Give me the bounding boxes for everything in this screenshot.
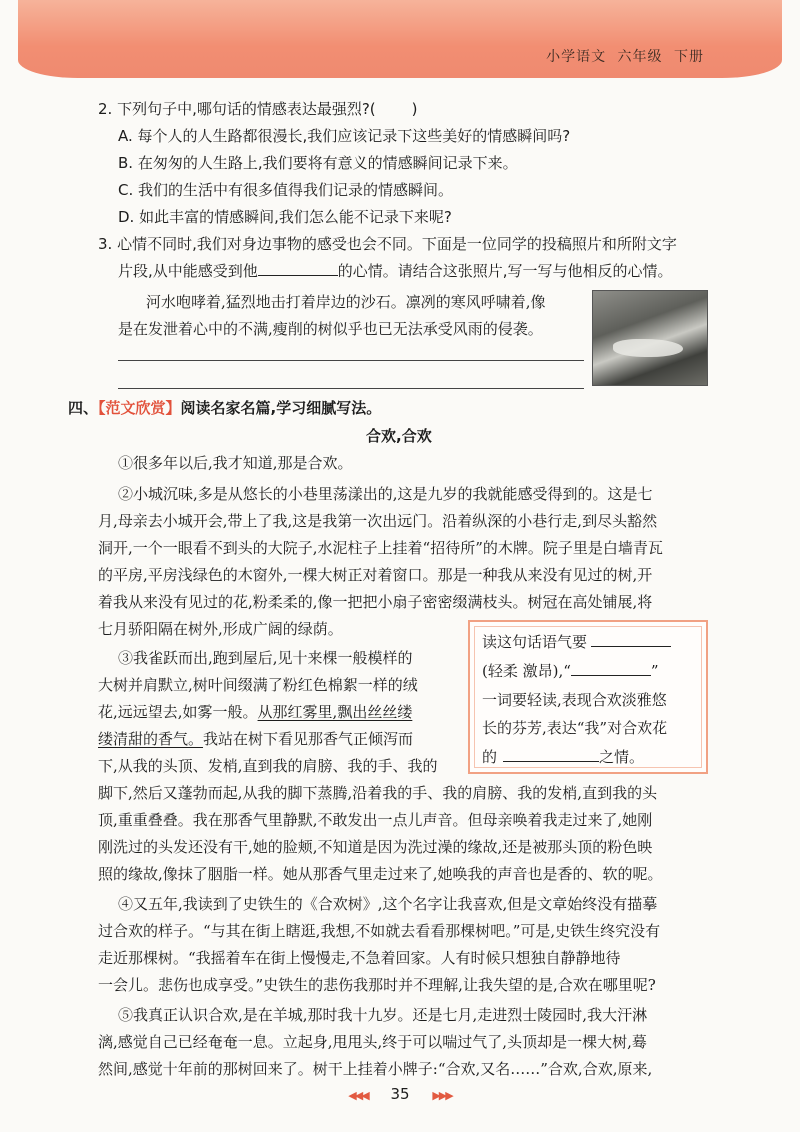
paragraph-2-line: 着我从来没有见过的花,粉柔柔的,像一把把小扇子密密缀满枝头。树冠在高处铺展,将 (98, 593, 653, 611)
q3-passage-line2: 是在发泄着心中的不满,瘦削的树似乎也已无法承受风雨的侵袭。 (118, 320, 543, 338)
q2-stem (98, 99, 418, 119)
paragraph-2-line: 月,母亲去小城开会,带上了我,这是我第一次出远门。沿着纵深的小巷行走,到尽头豁然 (98, 512, 658, 530)
q2-option-d: D. 如此丰富的情感瞬间,我们怎么能不记录下来呢? (118, 208, 452, 226)
q3-passage-line1: 河水咆哮着,猛烈地击打着岸边的沙石。凛冽的寒风呼啸着,像 (146, 293, 546, 311)
paragraph-5-line: 然间,感觉十年前的那树回来了。树干上挂着小牌子:“合欢,又名……”合欢,合欢,原来, (98, 1060, 653, 1078)
paragraph-3-line: 大树并肩默立,树叶间缀满了粉红色棉絮一样的绒 (98, 676, 418, 694)
underlined-sentence: 从那红雾里,飘出丝丝缕 (257, 703, 413, 721)
paragraph-3-line: 顶,重重叠叠。我在那香气里静默,不敢发出一点儿声音。但母亲唤着我走过来了,她刚 (98, 811, 653, 829)
q2-option-a: A. 每个人的人生路都很漫长,我们应该记录下这些美好的情感瞬间吗? (118, 127, 571, 145)
paragraph-2-line: 七月骄阳隔在树外,形成广阔的绿荫。 (98, 620, 343, 638)
tip-line3: 一词要轻读,表现合欢淡雅悠 (482, 691, 667, 709)
right-arrows-icon: ▶▶▶ (432, 1089, 452, 1102)
q3-mood-blank[interactable] (258, 261, 338, 276)
paragraph-3-line: 照的缘故,像抹了胭脂一样。她从那香气里走过来了,她唤我的声音也是香的、软的呢。 (98, 865, 663, 883)
paragraph-2-line: ②小城沉味,多是从悠长的小巷里荡漾出的,这是九岁的我就能感受得到的。这是七 (118, 485, 653, 503)
page-footer (0, 1085, 800, 1103)
q3-answer-line-2[interactable] (118, 388, 584, 389)
section4-number: 四、 (68, 399, 99, 417)
section4-heading (68, 398, 381, 418)
q2-stem-close: ) (411, 100, 418, 118)
section4-instruction: 阅读名家名篇,学习细腻写法。 (180, 399, 382, 417)
tip-line5 (482, 747, 644, 767)
paragraph-3-text: 花,远远望去,如雾一般。 (98, 703, 258, 721)
river-photo (592, 290, 708, 386)
tip-line2 (482, 661, 659, 681)
paragraph-2-line: 的平房,平房浅绿色的木窗外,一棵大树正对着窗口。那是一种我从来没有见过的树,开 (98, 566, 653, 584)
section4-tag: 【范文欣赏】 (98, 399, 181, 417)
tip-text: (轻柔 激昂),“ (482, 662, 571, 680)
paragraph-1: ①很多年以后,我才知道,那是合欢。 (118, 454, 353, 472)
paragraph-3-line: 脚下,然后又蓬勃而起,从我的脚下蒸腾,沿着我的手、我的肩膀、我的发梢,直到我的头 (98, 784, 658, 802)
q3-line2-b: 的心情。请结合这张照片,写一写与他相反的心情。 (337, 262, 673, 280)
tip-text: 的 (482, 748, 498, 766)
paragraph-4-line: 过合欢的样子。“与其在街上瞎逛,我想,不如就去看看那棵树吧。”可是,史铁生终究没有 (98, 922, 661, 940)
word-blank[interactable] (571, 661, 651, 676)
paragraph-3-line: ③我雀跃而出,跑到屋后,见十来棵一般模样的 (118, 649, 413, 667)
paragraph-4-line: ④又五年,我读到了史铁生的《合欢树》,这个名字让我喜欢,但是文章始终没有描摹 (118, 895, 658, 913)
paragraph-3-line (98, 729, 413, 749)
paragraph-5-line: 漓,感觉自己已经奄奄一息。立起身,甩甩头,终于可以喘过气了,头顶却是一棵大树,蓦 (98, 1033, 647, 1051)
q2-option-b: B. 在匆匆的人生路上,我们要将有意义的情感瞬间记录下来。 (118, 154, 518, 172)
left-arrows-icon: ◀◀◀ (348, 1089, 368, 1102)
q2-option-c: C. 我们的生活中有很多值得我们记录的情感瞬间。 (118, 181, 454, 199)
feeling-blank[interactable] (503, 747, 599, 762)
underlined-sentence-end: 缕清甜的香气。 (98, 730, 204, 748)
tip-text: 读这句话语气要 (482, 633, 588, 651)
paragraph-3-line (98, 702, 412, 722)
page-number: 35 (390, 1085, 410, 1103)
tip-line1 (482, 632, 671, 652)
book-title: 小学语文 六年级 下册 (546, 49, 704, 65)
paragraph-5-line: ⑤我真正认识合欢,是在羊城,那时我十九岁。还是七月,走进烈士陵园时,我大汗淋 (118, 1006, 648, 1024)
tip-text: 之情。 (599, 748, 645, 766)
paragraph-2-line: 洞开,一个一眼看不到头的大院子,水泥柱子上挂着“招待所”的木牌。院子里是白墙青瓦 (98, 539, 663, 557)
header-band (18, 0, 782, 78)
tip-text: ” (650, 662, 659, 680)
q3-line2 (118, 261, 673, 281)
q3-answer-line-1[interactable] (118, 360, 584, 361)
paragraph-3-text: 我站在树下看见那香气正倾泻而 (203, 730, 414, 748)
paragraph-3-line: 下,从我的头顶、发梢,直到我的肩膀、我的手、我的 (98, 757, 438, 775)
q2-stem-text: 2. 下列句子中,哪句话的情感表达最强烈?( (98, 100, 376, 118)
q3-line1: 3. 心情不同时,我们对身边事物的感受也会不同。下面是一位同学的投稿照片和所附文字 (98, 235, 677, 253)
q3-line2-a: 片段,从中能感受到他 (118, 262, 258, 280)
tone-blank[interactable] (591, 632, 671, 647)
passage-title: 合欢,合欢 (366, 427, 432, 445)
paragraph-3-line: 刚洗过的头发还没有干,她的脸颊,不知道是因为洗过澡的缘故,还是被那头顶的粉色映 (98, 838, 653, 856)
tip-line4: 长的芬芳,表达“我”对合欢花 (482, 719, 668, 737)
paragraph-4-line: 一会儿。悲伤也成享受。”史铁生的悲伤我那时并不理解,让我失望的是,合欢在哪里呢? (98, 976, 656, 994)
paragraph-4-line: 走近那棵树。“我摇着车在街上慢慢走,不急着回家。人有时候只想独自静静地待 (98, 949, 621, 967)
